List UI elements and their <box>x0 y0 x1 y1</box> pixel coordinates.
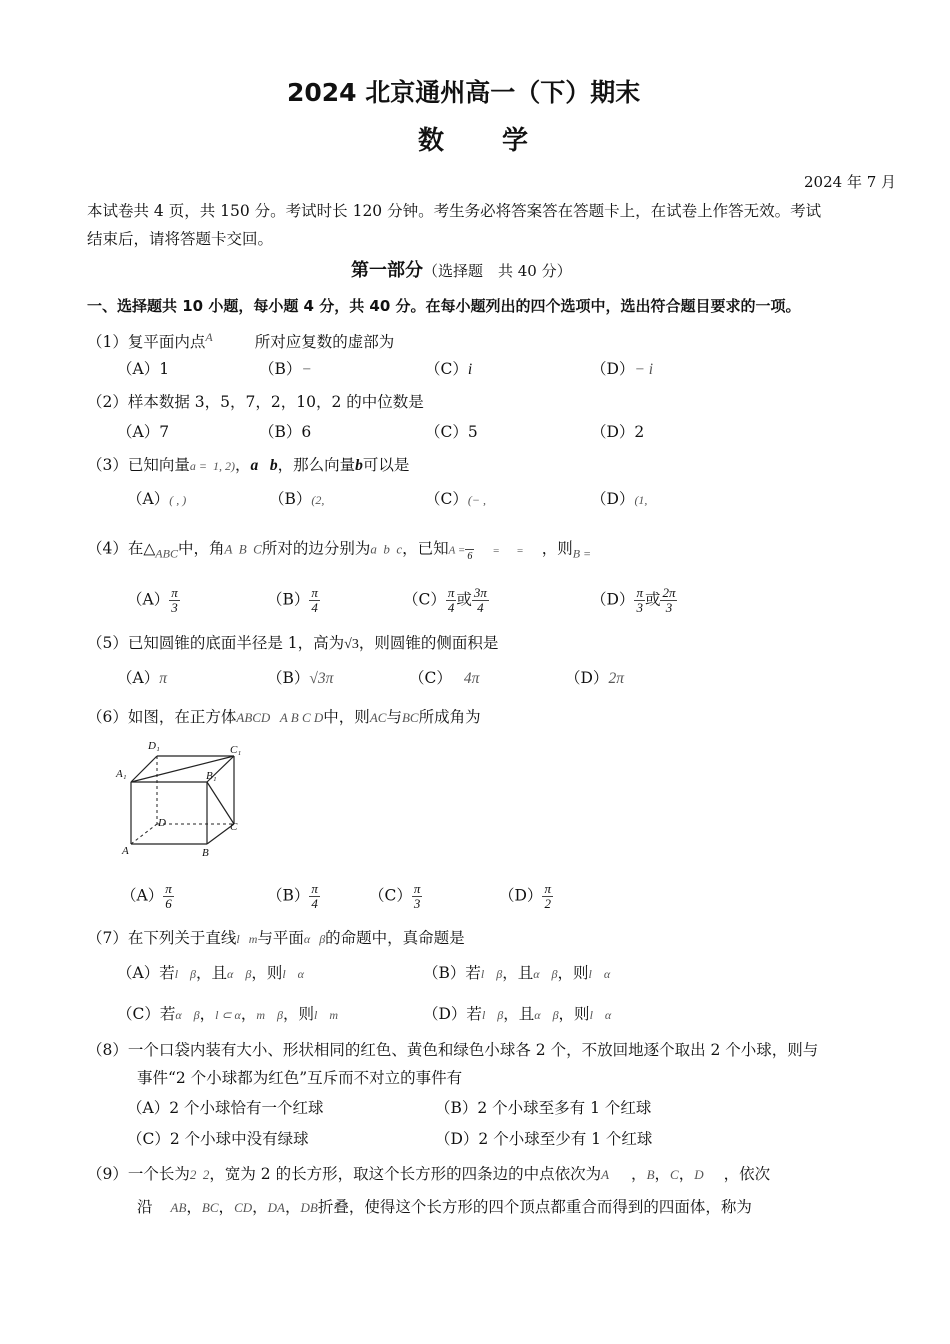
q3-option-a[interactable] <box>127 489 186 510</box>
q3-option-a-label: （A） <box>127 490 170 508</box>
q5-option-a[interactable] <box>117 668 167 689</box>
q4-option-d[interactable] <box>591 586 677 615</box>
q4-stem-e: ，则 <box>541 539 573 558</box>
q9-stem-line-1 <box>87 1164 770 1185</box>
q5-stem-b: ，则圆锥的侧面积是 <box>358 634 499 652</box>
q4-option-c-den1: 4 <box>447 600 455 615</box>
q8-stem-line-1: （8）一个口袋内装有大小、形状相同的红色、黄色和绿色小球各 2 个，不放回地逐个取出 2 个小球，则与 <box>87 1041 819 1059</box>
q5-stem-math: √3 <box>344 637 359 652</box>
q6-option-c-frac <box>412 882 423 911</box>
q9-l2-d: ， <box>252 1198 268 1216</box>
q9-l2-m1: AB <box>170 1200 187 1215</box>
q1-stem-a: （1）复平面内点 <box>87 333 206 352</box>
q4-stem-b: 中，角 <box>177 539 225 558</box>
q9-l2-b: ， <box>186 1198 202 1216</box>
q7-b-label: （B）若 <box>423 964 481 982</box>
q7-option-d[interactable] <box>423 1004 611 1025</box>
q4-option-a-num: π <box>171 585 178 600</box>
q1-option-b-math: − <box>301 361 312 378</box>
q4-stem-cond-den: 6 <box>467 551 473 562</box>
q3-stem <box>87 455 409 476</box>
q3-stem-comma: ， <box>234 456 251 474</box>
q7-c-m1: α β <box>175 1008 200 1022</box>
q6-option-b[interactable] <box>267 882 320 911</box>
q3-option-b-math: (2, <box>311 493 325 507</box>
q7-stem <box>87 928 465 949</box>
q6-option-b-den: 4 <box>311 896 318 911</box>
q7-c-m2: l ⊂ α <box>215 1008 241 1022</box>
q4-stem-cond-num <box>465 535 474 550</box>
q9-l2-a: 沿 <box>137 1198 153 1216</box>
label-b1: B₁ <box>206 770 217 782</box>
q1-option-d[interactable] <box>591 359 653 380</box>
q7-a-label: （A）若 <box>117 964 175 982</box>
q6-option-c[interactable] <box>369 882 422 911</box>
q5-option-d[interactable] <box>565 668 624 689</box>
q9-l2-m3: CD <box>234 1200 253 1215</box>
q9-l1-m4: C <box>670 1167 679 1182</box>
q4-option-d-den1: 3 <box>636 600 643 615</box>
q7-c-label: （C）若 <box>117 1005 176 1023</box>
q6-stem-math2: AC <box>369 710 387 725</box>
q4-option-c-frac1 <box>446 586 457 615</box>
q7-d-m1: l β <box>481 1008 504 1022</box>
q3-option-d[interactable] <box>591 489 647 510</box>
q6-option-a-num: π <box>165 881 172 896</box>
q5-option-b-math: √3π <box>309 670 334 687</box>
q7-option-c[interactable] <box>117 1004 338 1025</box>
q5-option-c-label: （C） <box>409 669 452 687</box>
q5-option-b[interactable] <box>267 668 333 689</box>
q7-d-m3: l α <box>589 1008 612 1022</box>
q3-stem-b: ，那么向量 <box>277 456 356 474</box>
exam-date: 2024 年 7 月 <box>804 173 897 191</box>
q6-option-b-frac <box>309 882 320 911</box>
q9-l1-m2: A <box>601 1167 610 1182</box>
q2-option-c[interactable]: （C）5 <box>425 423 478 441</box>
q4-stem-cond-frac <box>465 535 474 564</box>
q7-b-m3: l α <box>588 967 611 981</box>
q4-option-d-label: （D） <box>591 590 635 609</box>
q7-stem-b: 与平面 <box>257 929 304 947</box>
q1-option-b[interactable] <box>259 359 312 380</box>
q6-stem-d: 所成角为 <box>418 708 481 726</box>
q9-l2-m4: DA <box>267 1200 285 1215</box>
q4-option-c-den2: 4 <box>477 600 484 615</box>
q6-option-d-num: π <box>544 881 551 896</box>
q7-b-t2: ，则 <box>557 964 589 982</box>
q4-stem-ask: B = <box>572 546 592 561</box>
q6-cube-figure <box>110 740 250 865</box>
q3-option-c[interactable] <box>425 489 486 510</box>
q7-b-t1: ，且 <box>502 964 534 982</box>
q3-option-d-math: (1, <box>634 493 648 507</box>
q3-option-a-math: ( , ) <box>169 493 187 507</box>
q7-d-t2: ，则 <box>558 1005 590 1023</box>
q2-option-a[interactable]: （A）7 <box>117 423 170 441</box>
q6-option-b-num: π <box>311 881 318 896</box>
q6-option-d-label: （D） <box>499 886 543 905</box>
q6-option-d-frac <box>542 882 553 911</box>
q6-stem-b: 中，则 <box>323 708 370 726</box>
q3-stem-c: 可以是 <box>362 456 410 474</box>
instructions-line-1: 本试卷共 4 页，共 150 分。考试时长 120 分钟。考生务必将答案答在答题卡上，在试卷上作答无效。考试 <box>87 202 822 220</box>
q9-l1-m1: 2 2 <box>189 1167 210 1182</box>
q5-option-d-label: （D） <box>565 669 609 687</box>
part1-heading-note: （选择题 共 40 分） <box>423 262 572 280</box>
q4-option-d-num1: π <box>636 585 643 600</box>
q4-option-d-frac1 <box>634 586 645 615</box>
q7-stem-math2: α β <box>303 932 326 946</box>
q2-stem: （2）样本数据 3，5，7，2，10，2 的中位数是 <box>87 393 424 411</box>
q2-option-d[interactable]: （D）2 <box>591 423 645 441</box>
q7-stem-a: （7）在下列关于直线 <box>87 929 237 947</box>
q6-option-a[interactable] <box>121 882 174 911</box>
q4-option-b-num: π <box>311 585 318 600</box>
q4-stem-a: （4）在△ <box>87 539 156 558</box>
q1-option-d-label: （D） <box>591 360 635 378</box>
q6-stem-math: ABCD A B C D <box>236 710 324 725</box>
q1-stem-math: A <box>205 330 213 344</box>
q4-option-b[interactable] <box>267 586 320 615</box>
q8-option-c[interactable]: （C）2 个小球中没有绿球 <box>127 1130 309 1148</box>
label-c1: C₁ <box>230 744 242 756</box>
q4-stem-d: ，已知 <box>402 539 449 558</box>
q9-l2-e: ， <box>284 1198 301 1216</box>
q6-option-c-num: π <box>413 881 421 896</box>
q9-l2-m2: BC <box>201 1200 219 1215</box>
q9-l1-d: ， <box>654 1165 671 1183</box>
q1-option-c[interactable] <box>425 359 472 380</box>
q1-option-c-label: （C） <box>425 360 468 378</box>
q3-stem-a: （3）已知向量 <box>87 456 190 474</box>
q9-l2-c: ， <box>218 1198 235 1216</box>
q4-option-b-frac <box>309 586 320 615</box>
cube-drawing <box>110 740 250 865</box>
q5-option-d-math: 2π <box>608 670 624 687</box>
exam-title: 2024 北京通州高一（下）期末 <box>287 78 641 107</box>
q6-stem-math3: BC <box>401 710 419 725</box>
q4-option-d-frac2 <box>660 586 677 615</box>
q4-option-a-label: （A） <box>127 590 170 609</box>
q7-stem-math1: l m <box>236 932 258 946</box>
q6-stem <box>87 707 481 728</box>
instructions-line-2: 结束后，请将答题卡交回。 <box>87 230 274 248</box>
q4-stem <box>87 535 591 564</box>
q5-option-a-math: π <box>159 670 167 687</box>
q4-option-c-num1: π <box>447 585 455 600</box>
q7-a-m1: l β <box>174 967 197 981</box>
q6-stem-c: 与 <box>386 708 402 726</box>
q7-a-m3: l α <box>282 967 304 981</box>
q7-d-label: （D）若 <box>423 1005 482 1023</box>
q8-option-d[interactable]: （D）2 个小球至少有 1 个红球 <box>435 1130 653 1148</box>
q5-stem-a: （5）已知圆锥的底面半径是 1，高为 <box>87 634 345 652</box>
q4-stem-tri: ABC <box>155 546 178 561</box>
q9-l1-c: ， <box>631 1165 647 1183</box>
q2-option-b[interactable]: （B）6 <box>259 423 312 441</box>
q3-option-c-label: （C） <box>425 490 468 508</box>
q9-l2-f: 折叠，使得这个长方形的四个顶点都重合而得到的四面体，称为 <box>317 1198 752 1216</box>
q9-stem-line-2 <box>137 1197 752 1218</box>
q1-option-a[interactable]: （A）1 <box>117 360 170 378</box>
q3-stem-math1: a = 1, 2) <box>189 459 235 473</box>
label-d1: D₁ <box>148 740 160 752</box>
q7-b-m2: α β <box>533 967 558 981</box>
q6-option-d[interactable] <box>499 882 553 911</box>
q4-option-d-num2: 2π <box>662 585 676 600</box>
part1-heading-main: 第一部分 <box>351 260 423 281</box>
q6-stem-a: （6）如图，在正方体 <box>87 708 237 726</box>
q6-option-c-den: 3 <box>413 896 421 911</box>
q4-option-a[interactable] <box>127 586 180 615</box>
q6-option-a-label: （A） <box>121 886 164 905</box>
q9-l1-e: ， <box>678 1165 695 1183</box>
q7-a-m2: α β <box>227 967 252 981</box>
q4-option-c-num2: 3π <box>473 585 487 600</box>
q4-stem-c: 所对的边分别为 <box>261 539 371 558</box>
label-d: D <box>158 817 166 829</box>
q9-l1-m5: D <box>694 1167 704 1182</box>
q5-option-a-label: （A） <box>117 669 160 687</box>
q9-l1-f: ，依次 <box>723 1165 771 1183</box>
edge-a-d <box>131 824 157 844</box>
q4-stem-cond: A = <box>448 544 466 557</box>
q4-option-d-den2: 3 <box>665 600 673 615</box>
q7-b-m1: l β <box>480 967 503 981</box>
q7-d-t1: ，且 <box>503 1005 535 1023</box>
q4-stem-sides: a b c <box>370 541 403 557</box>
q9-l2-m5: DB <box>300 1200 318 1215</box>
q1-stem-b: 所对应复数的虚部为 <box>254 333 395 352</box>
q6-option-b-label: （B） <box>267 886 310 905</box>
q3-stem-math2: a b <box>250 457 278 474</box>
q1-option-b-label: （B） <box>259 360 302 378</box>
q3-option-b-label: （B） <box>269 490 312 508</box>
q1-option-d-math: − i <box>634 361 654 378</box>
q7-c-t1: ， <box>199 1005 216 1023</box>
section-intro: 一、选择题共 10 小题，每小题 4 分，共 40 分。在每小题列出的四个选项中，选出符合题目要求的一项。 <box>87 297 801 315</box>
q4-stem-angles: A B C <box>224 541 262 557</box>
q4-stem-cond2: = = <box>492 544 524 557</box>
q4-option-a-den: 3 <box>171 600 178 615</box>
label-c: C <box>230 821 238 833</box>
q3-option-d-label: （D） <box>591 490 635 508</box>
q5-option-c[interactable] <box>409 668 479 689</box>
label-a1: A₁ <box>116 768 127 780</box>
q7-c-t2: ， <box>240 1005 257 1023</box>
q7-a-t2: ，则 <box>251 964 283 982</box>
q6-option-c-label: （C） <box>369 886 412 905</box>
q7-d-m2: α β <box>534 1008 559 1022</box>
q4-option-c-label: （C） <box>403 590 446 609</box>
q9-l1-m3: B <box>646 1167 655 1182</box>
edge-a1-c1 <box>131 756 234 782</box>
q6-option-d-den: 2 <box>544 896 551 911</box>
q9-l1-a: （9）一个长为 <box>87 1165 190 1183</box>
q3-stem-math3: b <box>355 457 363 474</box>
q7-option-a[interactable] <box>117 963 304 984</box>
q7-stem-c: 的命题中，真命题是 <box>325 929 465 947</box>
q7-c-m3: m β <box>256 1008 284 1022</box>
q7-c-m4: l m <box>314 1008 339 1022</box>
q8-stem-line-2: 事件“2 个小球都为红色”互斥而不对立的事件有 <box>137 1069 463 1087</box>
edge-b1-c <box>207 782 234 824</box>
q4-option-b-label: （B） <box>267 590 310 609</box>
q7-c-t3: ，则 <box>283 1005 315 1023</box>
q6-option-a-den: 6 <box>165 896 172 911</box>
q5-stem <box>87 633 498 655</box>
q5-option-b-label: （B） <box>267 669 310 687</box>
label-a: A <box>122 845 129 857</box>
q6-option-a-frac <box>163 882 174 911</box>
q4-option-c-frac2 <box>472 586 489 615</box>
q3-option-b[interactable] <box>269 489 324 510</box>
q7-a-t1: ，且 <box>196 964 228 982</box>
label-b: B <box>202 847 209 859</box>
part1-heading <box>351 261 572 281</box>
q4-option-b-den: 4 <box>311 600 318 615</box>
q4-option-c[interactable] <box>403 586 489 615</box>
subject-title: 数 学 <box>418 126 531 156</box>
q8-option-a[interactable]: （A）2 个小球恰有一个红球 <box>127 1099 324 1117</box>
q1-option-c-math: i <box>467 361 473 378</box>
q1-stem <box>87 327 394 352</box>
q7-option-b[interactable] <box>423 963 610 984</box>
q9-l1-b: ，宽为 2 的长方形，取这个长方形的四条边的中点依次为 <box>209 1165 602 1183</box>
q8-option-b[interactable]: （B）2 个小球至多有 1 个红球 <box>435 1099 652 1117</box>
q3-option-c-math: (− , <box>467 493 486 507</box>
q4-option-c-or: 或 <box>456 590 472 609</box>
q4-option-d-or: 或 <box>644 590 661 609</box>
q5-option-c-math: 4π <box>463 670 480 687</box>
q4-option-a-frac <box>169 586 180 615</box>
